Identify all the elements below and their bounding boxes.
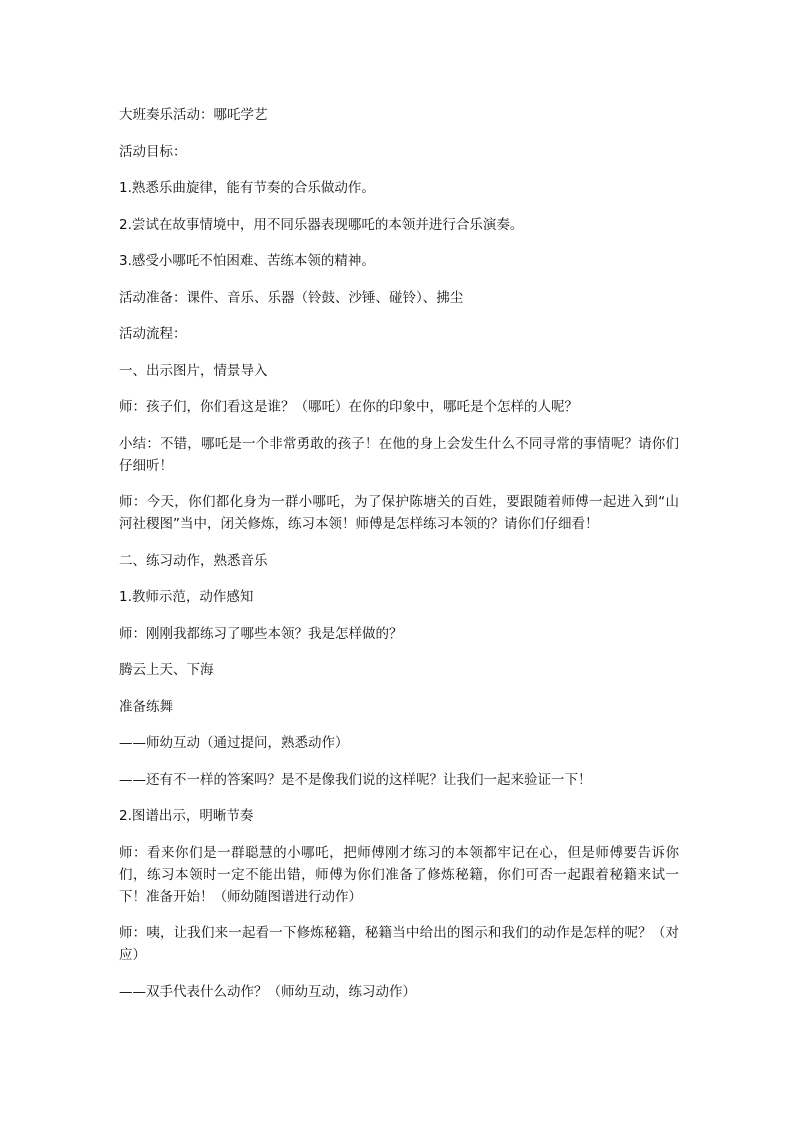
paragraph: 小结：不错，哪吒是一个非常勇敢的孩子！在他的身上会发生什么不同寻常的事情呢？请你们仔细听！	[119, 435, 679, 474]
section-heading-process: 活动流程：	[119, 326, 187, 342]
step-heading-1: 一、出示图片，情景导入	[119, 362, 268, 379]
paragraph: 准备练舞	[119, 698, 173, 715]
goal-item-1: 1.熟悉乐曲旋律，能有节奏的合乐做动作。	[119, 180, 375, 196]
section-heading-goals: 活动目标：	[119, 143, 187, 160]
paragraph: 师：咦，让我们来一起看一下修炼秘籍，秘籍当中给出的图示和我们的动作是怎样的呢？（对应）	[119, 925, 679, 963]
paragraph: 腾云上天、下海	[119, 662, 214, 678]
sub-heading-2-2: 2.图谱出示，明晰节奏	[119, 808, 254, 824]
paragraph: ——师幼互动（通过提问，熟悉动作）	[119, 735, 349, 751]
paragraph: 师：看来你们是一群聪慧的小哪吒，把师傅刚才练习的本领都牢记在心，但是师傅要告诉你们，练习本领时一定不能出错，师傅为你们准备了修炼秘籍，你们可否一起跟着秘籍来试一下！准备开始！（师幼随图谱进行动作）	[119, 844, 679, 905]
step-heading-2: 二、练习动作，熟悉音乐	[119, 552, 268, 569]
goal-item-2: 2.尝试在故事情境中，用不同乐器表现哪吒的本领并进行合乐演奏。	[119, 216, 524, 233]
paragraph: ——还有不一样的答案吗？是不是像我们说的这样呢？让我们一起来验证一下！	[119, 771, 592, 788]
paragraph: 师：今天，你们都化身为一群小哪吒，为了保护陈塘关的百姓，要跟随着师傅一起进入到“山河社稷图”当中，闭关修炼，练习本领！师傅是怎样练习本领的？请你们仔细看！	[119, 494, 679, 532]
paragraph: 师：孩子们，你们看这是谁？（哪吒）在你的印象中，哪吒是个怎样的人呢？	[119, 399, 578, 415]
document-body	[119, 104, 679, 1017]
paragraph: ——双手代表什么动作？（师幼互动，练习动作）	[119, 983, 416, 1000]
paragraph: 师：刚刚我都练习了哪些本领？我是怎样做的？	[119, 625, 403, 642]
goal-item-3: 3.感受小哪吒不怕困难、苦练本领的精神。	[119, 253, 375, 269]
preparation-line: 活动准备：课件、音乐、乐器（铃鼓、沙锤、碰铃）、拂尘	[119, 289, 464, 306]
sub-heading-2-1: 1.教师示范，动作感知	[119, 589, 254, 605]
document-title: 大班奏乐活动：哪吒学艺	[119, 107, 268, 123]
